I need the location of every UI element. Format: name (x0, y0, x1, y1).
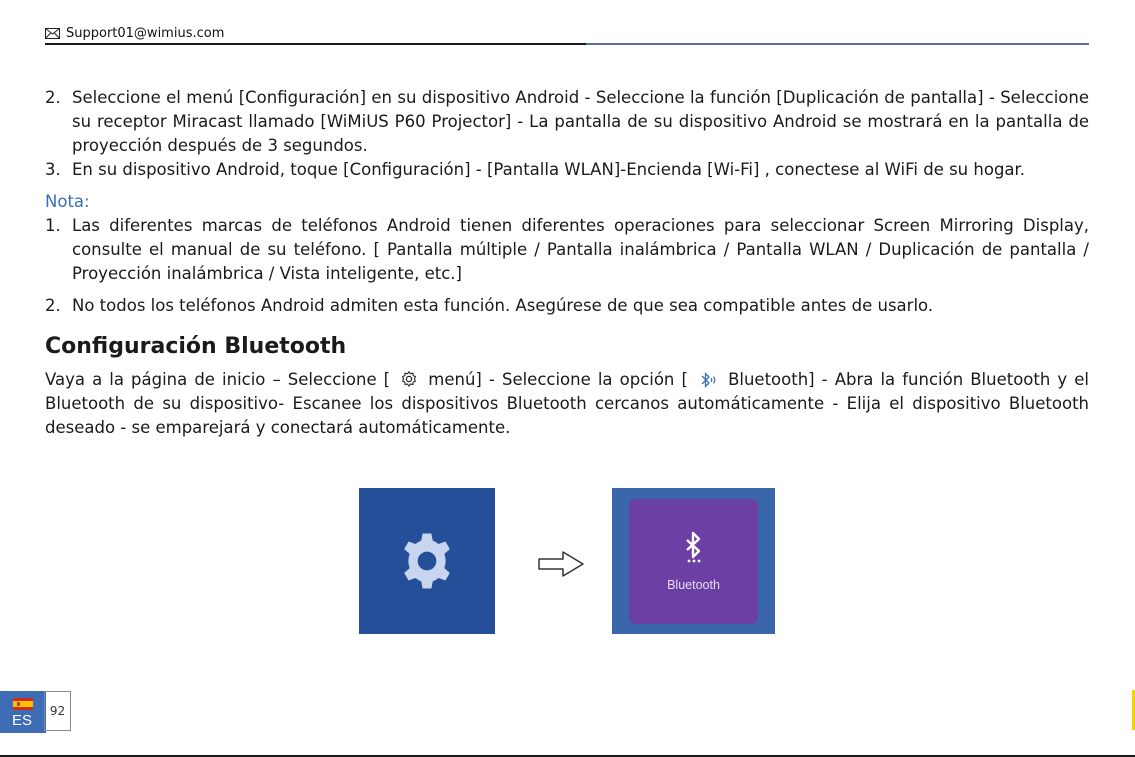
page-number-text: 92 (49, 704, 66, 718)
header-rule (45, 43, 586, 45)
list-text: En su dispositivo Android, toque [Configuración] - [Pantalla WLAN]-Encienda [Wi-Fi] , conectese al WiFi de su hogar. (72, 160, 1026, 179)
support-email[interactable]: Support01@wimius.com (66, 26, 225, 41)
bluetooth-screenshot (612, 488, 775, 634)
section-heading: Configuración Bluetooth (45, 334, 347, 359)
list-item (45, 294, 1089, 318)
list-item (45, 214, 1089, 286)
spain-flag-icon (13, 698, 33, 710)
main-content (45, 86, 1089, 440)
list-number: 2. (45, 296, 61, 315)
paragraph-text: menú] - Seleccione la opción [ (428, 370, 688, 389)
settings-gear-icon (400, 370, 418, 388)
list-text: Las diferentes marcas de teléfonos Android tienen diferentes operaciones para seleccionar Screen Mirroring Display, consulte el manual de su teléfono. [ Pantalla múltiple / Pantalla inalámbrica / Pantalla WLAN / Duplicación de pantalla / Proyección inalámbrica / Vista inteligente, etc.] (72, 216, 1089, 283)
nota-label: Nota: (45, 192, 90, 211)
list-number: 3. (45, 160, 61, 179)
bluetooth-paragraph (45, 368, 1089, 440)
arrow-right-icon (537, 549, 585, 579)
list-number: 1. (45, 216, 61, 235)
list-item (45, 158, 1089, 182)
settings-screenshot (359, 488, 495, 634)
page-number (44, 691, 71, 731)
bluetooth-icon (683, 530, 705, 564)
bluetooth-tile (629, 499, 758, 624)
list-text: No todos los teléfonos Android admiten esta función. Asegúrese de que sea compatible antes de usarlo. (72, 296, 934, 315)
bluetooth-icon (698, 372, 718, 388)
paragraph-text: Bluetooth] - Abra la función Bluetooth y el Bluetooth de su dispositivo- Escanee los dispositivos Bluetooth cercanos automáticamente - Elija el dispositivo Bluetooth deseado - se emparejará y conectará automáticamente. (45, 370, 1089, 437)
page-header (45, 26, 1089, 41)
bluetooth-tile-label: Bluetooth (667, 578, 720, 592)
language-code: ES (12, 712, 33, 729)
header-rule-accent (586, 43, 1089, 45)
list-number: 2. (45, 88, 61, 107)
list-text: Seleccione el menú [Configuración] en su dispositivo Android - Seleccione la función [Duplicación de pantalla] - Seleccione su receptor Miracast llamado [WiMiUS P60 Projector] - La pantalla de su dispositivo Android se mostrará en la pantalla de proyección después de 3 segundos. (72, 88, 1089, 155)
mail-icon (45, 28, 60, 39)
gear-icon (394, 528, 460, 594)
paragraph-text: Vaya a la página de inicio – Seleccione [ (45, 370, 391, 389)
language-flag (0, 691, 46, 733)
list-item (45, 86, 1089, 158)
